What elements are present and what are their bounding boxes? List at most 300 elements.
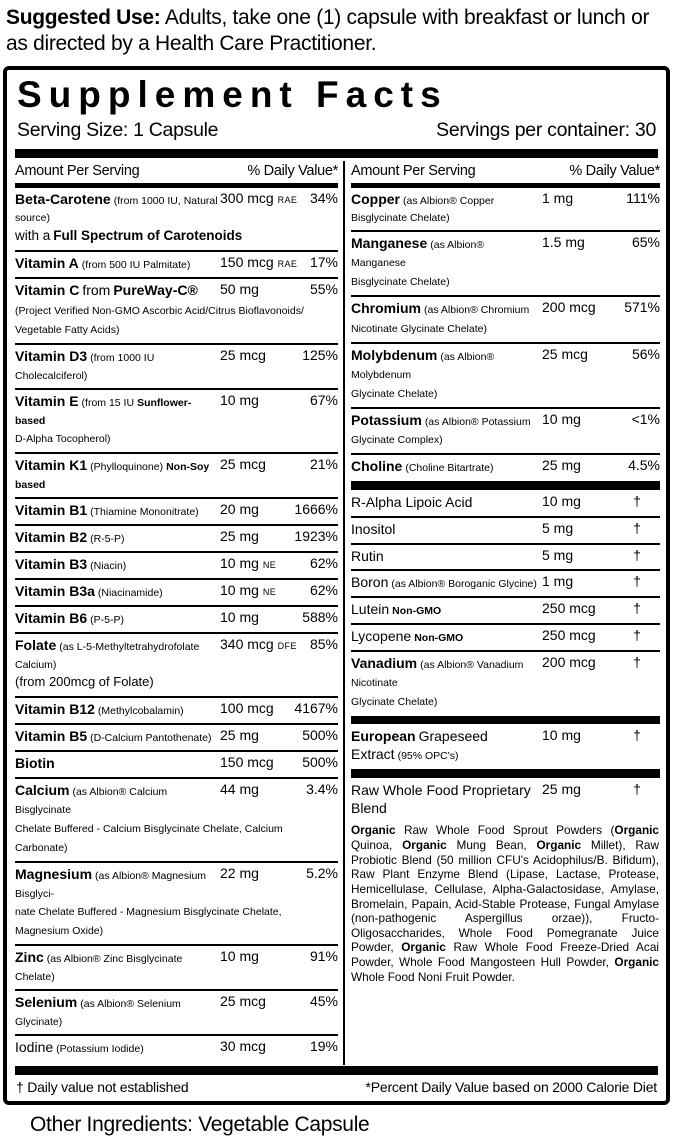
serving-info-row bbox=[11, 116, 662, 149]
nutrient-row bbox=[15, 989, 338, 1034]
nutrient-detail: Chelate Buffered - Calcium Bisglycinate Chelate, Calcium Carbonate) bbox=[15, 822, 283, 854]
nutrient-name: PureWay-C® bbox=[113, 282, 198, 299]
nutrient-name: Vitamin B5 bbox=[15, 728, 88, 745]
amount-cell bbox=[220, 282, 292, 298]
nutrient-row bbox=[15, 605, 338, 632]
nutrient-name: Vitamin B3a bbox=[15, 582, 95, 599]
nutrient-name-cell bbox=[15, 191, 220, 227]
nutrient-detail-bold: Non-GMO bbox=[392, 605, 442, 618]
nutrient-name: Vitamin B12 bbox=[15, 701, 95, 718]
amount-value: 1.5 mg bbox=[542, 234, 585, 251]
amount-value: 10 mg bbox=[220, 948, 259, 965]
nutrient-name: Boron bbox=[351, 574, 389, 591]
nutrient-name: Vitamin B1 bbox=[15, 502, 88, 519]
amount-cell bbox=[542, 782, 614, 798]
nutrient-row bbox=[351, 453, 660, 480]
nutrient-row-line bbox=[351, 574, 660, 592]
amount-value: 22 mg bbox=[220, 864, 259, 881]
nutrient-row bbox=[351, 407, 660, 454]
amount-cell bbox=[220, 348, 292, 364]
nutrient-detail: (as Albion® Copper Bisglycinate Chelate) bbox=[351, 194, 495, 225]
nutrient-name: Copper bbox=[351, 190, 400, 207]
nutrient-name-cell bbox=[15, 502, 220, 520]
blend-description bbox=[351, 821, 660, 991]
nutrient-row-line bbox=[351, 347, 660, 383]
nutrient-detail: (from 500 IU Palmitate) bbox=[81, 259, 191, 272]
nutrient-detail: (Choline Bitartrate) bbox=[405, 462, 494, 475]
nutrient-row bbox=[15, 578, 338, 605]
nutrient-columns bbox=[11, 161, 662, 1065]
daily-value-cell: 4167% bbox=[294, 700, 338, 717]
section-divider-bar bbox=[351, 481, 660, 490]
nutrient-row-line bbox=[15, 191, 338, 227]
supplement-facts-panel bbox=[3, 66, 670, 1105]
nutrient-detail: (Project Verified Non-GMO Ascorbic Acid/Citrus Bioflavonoids/ Vegetable Fatty Acids) bbox=[15, 305, 304, 336]
amount-value: 10 mg bbox=[220, 581, 259, 598]
nutrient-name: Calcium bbox=[15, 782, 70, 799]
daily-value-cell: 4.5% bbox=[628, 457, 660, 474]
blend-text: Raw Whole Food Sprout Powders ( bbox=[395, 823, 615, 838]
nutrient-name-cell bbox=[15, 457, 220, 493]
nutrient-row-line bbox=[15, 755, 338, 773]
nutrient-row bbox=[15, 723, 338, 750]
nutrient-row-line bbox=[351, 728, 660, 764]
amount-value: 10 mg bbox=[542, 410, 581, 427]
nutrient-name-cell bbox=[15, 728, 220, 746]
nutrient-name-cell bbox=[15, 255, 220, 273]
nutrient-row-line bbox=[15, 583, 338, 601]
nutrient-row bbox=[15, 551, 338, 578]
daily-value-cell: 19% bbox=[309, 1037, 338, 1054]
nutrient-name: Vitamin E bbox=[15, 392, 79, 409]
nutrient-detail: Glycinate Chelate) bbox=[351, 387, 438, 400]
daily-value-header: % Daily Value* bbox=[247, 163, 338, 180]
nutrient-subtext bbox=[351, 272, 660, 291]
other-ingredients: Other Ingredients: Vegetable Capsule bbox=[30, 1112, 370, 1136]
nutrient-name-cell bbox=[15, 782, 220, 818]
nutrient-row bbox=[15, 250, 338, 277]
nutrient-row-line bbox=[15, 637, 338, 673]
nutrient-name-cell bbox=[351, 521, 542, 539]
amount-value: 250 mcg bbox=[542, 627, 596, 644]
nutrient-row-line bbox=[351, 191, 660, 227]
nutrient-detail-bold: Non-Soy based bbox=[15, 461, 210, 492]
amount-cell bbox=[542, 628, 614, 644]
amount-cell bbox=[220, 457, 292, 473]
amount-cell bbox=[220, 393, 292, 409]
amount-value: 10 mg bbox=[542, 492, 581, 509]
nutrient-row-line bbox=[15, 556, 338, 574]
blend-text: Millet), Raw Probiotic Blend (50 million CFU's Acidophilus/B. Bifidum), Raw Plant Enzyme Blend (Lipase, Lactase, Protease, Hemicellulase, Cellulase, Alpha-Galactosidase, Amylase, Bromelain, Papain, Acid-Stable Protease, Fungal Amylase (non-pathogenic Aspergillus orzae)), Fructo-Oligosaccharides, Whole Food Pomegranate Juice Powder, bbox=[351, 838, 659, 955]
amount-cell bbox=[220, 782, 292, 798]
nutrient-subtext bbox=[15, 227, 338, 246]
daily-value-cell: 588% bbox=[302, 608, 338, 625]
nutrient-row bbox=[351, 543, 660, 570]
nutrient-row bbox=[351, 342, 660, 407]
daily-value-cell: 111% bbox=[626, 189, 660, 206]
nutrient-name: Full Spectrum of Carotenoids bbox=[53, 228, 243, 244]
nutrient-detail: Glycinate Chelate) bbox=[351, 695, 438, 708]
amount-cell bbox=[220, 728, 292, 744]
amount-value: 25 mg bbox=[220, 528, 259, 545]
amount-cell bbox=[220, 1039, 292, 1055]
nutrient-name-cell bbox=[351, 412, 542, 430]
nutrient-name: Zinc bbox=[15, 949, 44, 966]
daily-value-cell: † bbox=[633, 492, 641, 509]
nutrient-name-cell bbox=[351, 782, 542, 818]
suggested-use-label: Suggested Use: bbox=[6, 6, 161, 29]
blend-text: Quinoa, bbox=[351, 838, 403, 853]
amount-per-serving-header: Amount Per Serving bbox=[15, 163, 140, 180]
amount-value: 1 mg bbox=[542, 189, 574, 206]
nutrient-name: Biotin bbox=[15, 755, 55, 772]
nutrient-detail: (95% OPC's) bbox=[397, 750, 459, 763]
nutrient-row bbox=[15, 1034, 338, 1061]
nutrient-detail: Bisglycinate Chelate) bbox=[351, 276, 450, 289]
nutrient-row-line bbox=[15, 1039, 338, 1057]
daily-value-cell: † bbox=[633, 573, 641, 590]
nutrient-row-line bbox=[15, 866, 338, 902]
nutrient-detail: (as Albion® Calcium Bisglycinate bbox=[15, 786, 168, 816]
nutrient-name-cell bbox=[15, 348, 220, 384]
nutrient-row-line bbox=[15, 728, 338, 746]
amount-value: 25 mg bbox=[220, 727, 259, 744]
amount-value: 1 mg bbox=[542, 573, 574, 590]
amount-value: 150 mcg bbox=[220, 254, 274, 271]
blend-text-bold: Organic bbox=[402, 838, 447, 853]
nutrient-name-cell bbox=[351, 655, 542, 691]
right-column bbox=[345, 161, 662, 1065]
nutrient-name: from bbox=[82, 282, 111, 299]
nutrient-name: Magnesium bbox=[15, 865, 93, 882]
nutrient-name-cell bbox=[351, 548, 542, 566]
amount-cell bbox=[542, 728, 614, 744]
nutrient-name-cell bbox=[351, 191, 542, 227]
amount-value: 10 mg bbox=[220, 391, 259, 408]
amount-cell bbox=[542, 655, 614, 671]
section-divider-bar bbox=[351, 716, 660, 725]
nutrient-row-line bbox=[15, 282, 338, 300]
daily-value-cell: † bbox=[633, 546, 641, 563]
nutrient-name-cell bbox=[351, 574, 542, 592]
amount-value: 20 mg bbox=[220, 501, 259, 518]
daily-value-cell: 3.4% bbox=[306, 781, 338, 798]
daily-value-cell: 62% bbox=[309, 581, 338, 598]
amount-value: 25 mg bbox=[542, 457, 581, 474]
amount-cell bbox=[542, 574, 614, 590]
nutrient-row bbox=[15, 388, 338, 453]
nutrient-name-cell bbox=[351, 347, 542, 383]
nutrient-name-cell bbox=[15, 755, 220, 773]
nutrient-name-cell bbox=[351, 235, 542, 271]
nutrient-row bbox=[351, 596, 660, 623]
nutrient-row-line bbox=[351, 458, 660, 476]
nutrient-detail-bold: Non-GMO bbox=[414, 632, 464, 645]
nutrient-row bbox=[15, 632, 338, 697]
amount-value: 25 mcg bbox=[220, 993, 266, 1009]
daily-value-cell: 1923% bbox=[294, 528, 338, 545]
nutrient-name-cell bbox=[15, 637, 220, 673]
nutrient-row bbox=[351, 491, 660, 516]
amount-unit-suffix: NE bbox=[262, 586, 277, 597]
nutrient-subtext bbox=[15, 902, 338, 940]
nutrient-name: Vitamin C bbox=[15, 282, 80, 299]
nutrient-name: Vitamin B3 bbox=[15, 555, 88, 572]
daily-value-cell: <1% bbox=[631, 410, 660, 427]
daily-value-header: % Daily Value* bbox=[569, 163, 660, 180]
amount-cell bbox=[542, 347, 614, 363]
blend-text: Mung Bean, bbox=[446, 838, 537, 853]
daily-value-cell: 5.2% bbox=[306, 864, 338, 881]
amount-cell bbox=[220, 635, 297, 653]
nutrient-name: Vitamin K1 bbox=[15, 457, 88, 474]
nutrient-name-cell bbox=[15, 949, 220, 985]
daily-value-cell: 571% bbox=[624, 299, 660, 316]
nutrient-row bbox=[15, 452, 338, 497]
right-column-header bbox=[351, 161, 660, 181]
amount-unit-suffix: DFE bbox=[277, 640, 297, 651]
amount-cell bbox=[220, 610, 292, 626]
daily-value-cell: 62% bbox=[309, 554, 338, 571]
nutrient-row bbox=[351, 650, 660, 715]
daily-value-cell: 17% bbox=[309, 254, 338, 271]
nutrient-detail: (P-5-P) bbox=[90, 613, 124, 626]
nutrient-detail: (Methylcobalamin) bbox=[97, 705, 184, 718]
panel-title: Supplement Facts bbox=[17, 74, 448, 116]
nutrient-row-line bbox=[15, 529, 338, 547]
nutrient-subtext bbox=[351, 430, 660, 449]
nutrient-row-line bbox=[351, 235, 660, 271]
nutrient-name-cell bbox=[351, 628, 542, 646]
suggested-use bbox=[0, 0, 673, 66]
amount-cell bbox=[220, 556, 292, 572]
left-nutrient-rows bbox=[15, 188, 338, 1061]
nutrient-row-line bbox=[15, 701, 338, 719]
nutrient-row-line bbox=[15, 949, 338, 985]
divider-bar bbox=[15, 149, 658, 158]
footnotes bbox=[11, 1075, 662, 1101]
daily-value-cell: 67% bbox=[309, 391, 338, 408]
nutrient-detail: (from 1000 IU Cholecalciferol) bbox=[15, 351, 155, 382]
nutrient-name: Choline bbox=[351, 458, 403, 475]
nutrient-row-line bbox=[351, 782, 660, 818]
nutrient-name: Beta-Carotene bbox=[15, 190, 111, 207]
nutrient-detail: (Potassium Iodide) bbox=[56, 1042, 144, 1055]
left-column bbox=[11, 161, 345, 1065]
nutrient-row-line bbox=[351, 628, 660, 646]
nutrient-name-cell bbox=[351, 458, 542, 476]
footnote-percent-dv: *Percent Daily Value based on 2000 Calorie Diet bbox=[365, 1078, 657, 1095]
nutrient-row-line bbox=[15, 782, 338, 818]
nutrient-detail: (Phylloquinone) bbox=[90, 461, 164, 474]
amount-cell bbox=[220, 583, 292, 599]
nutrient-name-cell bbox=[351, 601, 542, 619]
amount-cell bbox=[542, 494, 614, 510]
nutrient-row bbox=[351, 230, 660, 295]
nutrient-row bbox=[15, 497, 338, 524]
nutrient-name: Lycopene bbox=[351, 628, 412, 645]
daily-value-cell: 56% bbox=[631, 345, 660, 362]
servings-per-container: Servings per container: 30 bbox=[436, 119, 656, 142]
nutrient-detail: (as L-5-Methyltetrahydrofolate Calcium) bbox=[15, 640, 200, 671]
nutrient-name: Vitamin A bbox=[15, 255, 79, 272]
amount-cell bbox=[542, 601, 614, 617]
amount-value: 25 mcg bbox=[220, 346, 266, 363]
nutrient-row bbox=[15, 777, 338, 861]
nutrient-row bbox=[351, 295, 660, 342]
nutrient-detail-bold: Sunflower-based bbox=[15, 396, 192, 427]
daily-value-cell: 91% bbox=[309, 948, 338, 965]
amount-cell bbox=[220, 254, 298, 271]
nutrient-row bbox=[15, 750, 338, 777]
nutrient-name-cell bbox=[15, 583, 220, 601]
blend-text-bold: Organic bbox=[401, 940, 446, 955]
amount-cell bbox=[542, 191, 614, 207]
nutrient-name-cell bbox=[351, 494, 542, 512]
nutrient-detail: Glycinate Complex) bbox=[351, 434, 443, 447]
nutrient-detail: (Niacin) bbox=[90, 559, 127, 572]
amount-cell bbox=[220, 529, 292, 545]
daily-value-cell: 34% bbox=[309, 189, 338, 206]
nutrient-name: with a bbox=[15, 228, 51, 244]
nutrient-detail: Nicotinate Glycinate Chelate) bbox=[351, 322, 487, 335]
amount-cell bbox=[542, 548, 614, 564]
nutrient-row bbox=[15, 188, 338, 251]
nutrient-detail: nate Chelate Buffered - Magnesium Bisglycinate Chelate, Magnesium Oxide) bbox=[15, 906, 282, 938]
nutrient-row bbox=[15, 524, 338, 551]
daily-value-cell: † bbox=[633, 627, 641, 644]
nutrient-name: R-Alpha Lipoic Acid bbox=[351, 493, 473, 510]
daily-value-cell: † bbox=[633, 654, 641, 671]
nutrient-detail: (as Albion® Zinc Bisglycinate Chelate) bbox=[15, 953, 183, 984]
nutrient-name: Vitamin B6 bbox=[15, 609, 88, 626]
nutrient-detail: (from 1000 IU, Natural source) bbox=[15, 194, 218, 225]
nutrient-row-line bbox=[15, 502, 338, 520]
nutrient-name: European bbox=[351, 728, 416, 745]
amount-value: 10 mg bbox=[542, 727, 581, 744]
nutrient-name-cell bbox=[15, 701, 220, 719]
nutrient-detail: (as Albion® Boroganic Glycine) bbox=[391, 578, 537, 591]
nutrient-detail: (D-Calcium Pantothenate) bbox=[90, 732, 212, 745]
amount-cell bbox=[542, 235, 614, 251]
amount-cell bbox=[220, 994, 292, 1010]
right-nutrient-rows bbox=[351, 188, 660, 822]
amount-value: 25 mcg bbox=[220, 456, 266, 473]
blend-text-bold: Organic bbox=[351, 823, 396, 838]
amount-value: 5 mg bbox=[542, 546, 574, 563]
nutrient-row-line bbox=[15, 255, 338, 273]
amount-value: 5 mg bbox=[542, 519, 574, 536]
nutrient-name-cell bbox=[15, 556, 220, 574]
nutrient-row-line bbox=[351, 548, 660, 566]
amount-value: 340 mcg bbox=[220, 635, 274, 652]
amount-cell bbox=[542, 521, 614, 537]
nutrient-row-line bbox=[351, 494, 660, 512]
nutrient-row bbox=[15, 944, 338, 989]
amount-cell bbox=[220, 189, 298, 207]
nutrient-row bbox=[351, 188, 660, 231]
nutrient-detail: (as Albion® Magnesium Bisglyci- bbox=[15, 869, 207, 900]
daily-value-cell: 500% bbox=[302, 727, 338, 744]
nutrient-detail: D-Alpha Tocopherol) bbox=[15, 433, 111, 446]
nutrient-name-cell bbox=[351, 728, 542, 764]
nutrient-name: Grapeseed Extract bbox=[351, 728, 488, 763]
nutrient-name: Folate bbox=[15, 636, 57, 653]
blend-text: Raw Whole Food Freeze-Dried Acai Powder, Whole Food Mangosteen Hull Powder, bbox=[351, 940, 659, 970]
nutrient-row bbox=[15, 277, 338, 343]
nutrient-subtext bbox=[351, 384, 660, 403]
nutrient-row-line bbox=[15, 393, 338, 429]
amount-cell bbox=[220, 755, 292, 771]
nutrient-name: Selenium bbox=[15, 994, 78, 1010]
nutrient-name: Iodine bbox=[15, 1038, 54, 1055]
daily-value-cell: 125% bbox=[302, 346, 338, 363]
nutrient-name: Vanadium bbox=[351, 655, 418, 672]
amount-value: 150 mcg bbox=[220, 754, 274, 771]
nutrient-detail: (as Albion® Molybdenum bbox=[351, 350, 495, 381]
daily-value-cell: 45% bbox=[309, 993, 338, 1009]
amount-cell bbox=[542, 412, 614, 428]
amount-value: 300 mcg bbox=[220, 189, 274, 206]
daily-value-cell: † bbox=[633, 727, 641, 744]
nutrient-name-cell bbox=[15, 393, 220, 429]
nutrient-detail: (Niacinamide) bbox=[97, 586, 163, 599]
amount-value: 10 mg bbox=[220, 608, 259, 625]
amount-value: 10 mg bbox=[220, 554, 259, 571]
nutrient-name-cell bbox=[15, 282, 220, 300]
blend-text-bold: Organic bbox=[614, 955, 659, 970]
amount-cell bbox=[220, 701, 292, 717]
amount-value: 100 mcg bbox=[220, 700, 274, 717]
amount-cell bbox=[542, 300, 614, 316]
nutrient-row bbox=[351, 623, 660, 650]
section-divider-bar bbox=[351, 769, 660, 778]
daily-value-cell: 85% bbox=[309, 635, 338, 652]
nutrient-row-line bbox=[351, 521, 660, 539]
nutrient-name: Raw Whole Food Proprietary Blend bbox=[351, 781, 531, 816]
nutrient-row-line bbox=[15, 994, 338, 1030]
nutrient-row bbox=[15, 696, 338, 723]
nutrient-name: Inositol bbox=[351, 520, 396, 537]
daily-value-cell: 65% bbox=[631, 234, 660, 251]
nutrient-subtext bbox=[351, 692, 660, 711]
nutrient-row bbox=[351, 725, 660, 768]
nutrient-name-cell bbox=[15, 994, 220, 1030]
nutrient-detail: (Thiamine Mononitrate) bbox=[90, 506, 199, 519]
nutrient-name: Manganese bbox=[351, 235, 428, 252]
daily-value-cell: † bbox=[633, 780, 641, 797]
daily-value-cell: 1666% bbox=[294, 501, 338, 518]
nutrient-name: Vitamin B2 bbox=[15, 529, 88, 546]
amount-value: 250 mcg bbox=[542, 600, 596, 617]
nutrient-subtext bbox=[15, 301, 338, 339]
daily-value-cell: † bbox=[633, 600, 641, 617]
nutrient-name-cell bbox=[15, 1039, 220, 1057]
nutrient-row-line bbox=[351, 601, 660, 619]
amount-value: 200 mcg bbox=[542, 654, 596, 671]
nutrient-detail: (R-5-P) bbox=[90, 533, 125, 546]
amount-cell bbox=[220, 502, 292, 518]
suggested-use-text: Adults, take one (1) capsule with breakfast or lunch or as directed by a Health Care Practitioner. bbox=[6, 6, 650, 56]
nutrient-detail: (as Albion® Selenium Glycinate) bbox=[15, 998, 181, 1028]
nutrient-row bbox=[15, 343, 338, 388]
amount-cell bbox=[220, 949, 292, 965]
nutrient-name: Vitamin D3 bbox=[15, 347, 88, 364]
nutrient-detail: (from 15 IU bbox=[81, 396, 135, 409]
serving-size: Serving Size: 1 Capsule bbox=[17, 119, 219, 142]
nutrient-row-line bbox=[351, 412, 660, 430]
left-column-header bbox=[15, 161, 338, 181]
